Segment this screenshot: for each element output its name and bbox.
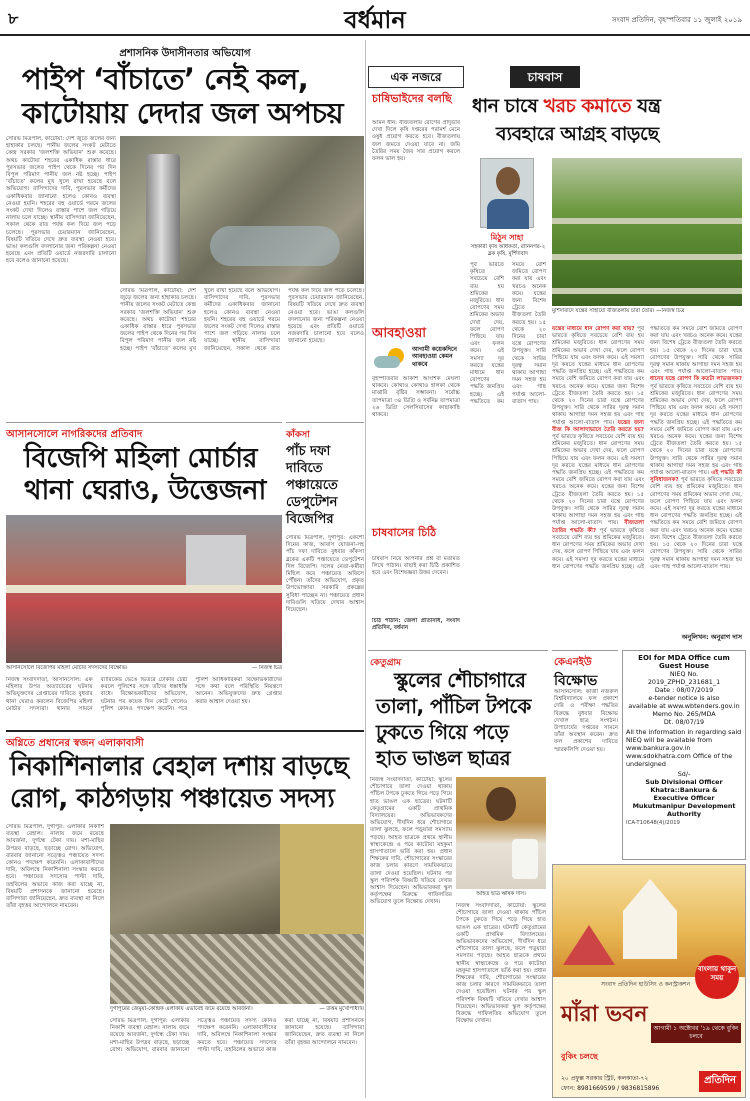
masthead (0, 0, 750, 36)
location-label: কেএনইউ (554, 657, 592, 668)
ek-nojore-column (368, 66, 464, 646)
weather-icon (374, 348, 408, 370)
ek-nojore-badge: এক নজরে (368, 66, 464, 88)
photo-protest (6, 515, 282, 663)
student-caption: আহত ছাত্র ঋষিক দাস। (476, 891, 526, 897)
page-number: ৮ (8, 9, 19, 28)
chashbash-badge: চাষবাস (510, 66, 580, 88)
story-body: আসানসোল: কাজী নজরুল বিশ্ববিদ্যালয়ে ফল প্রকাশে দেরি ও পরীক্ষা পদ্ধতির বিরুদ্ধে বুধবার বিক্ষোভ দেখাল ছাত্র সংগঠন। উপাচার্যের দপ্তরের সামনে তাঁরা অবস্থান করেন। দ্রুত ফল প্রকাশের দাবিতে স্মারকলিপি দেওয়া হয়। (554, 689, 618, 753)
location-label: কাঁকসা (286, 430, 310, 440)
photo-seedling-trays (552, 158, 742, 306)
ad-title: মাঁরা ভবন (561, 1002, 648, 1027)
drain-caption: দুর্গাপুরের জেমুয়া-কেন্দ্রিক এলাকায় এভাবেই জমে রয়েছে আবর্জনা। — উত্তম মুখোপাধ্যায় (110, 1006, 364, 1012)
chashbash-byline: অনুলিখন: অনুরাগ দাস (681, 633, 742, 641)
chashbash-body-left: পূর্ব ভারতে কৃষিতে সবচেয়ে বেশি ব্যয় হয় শ্রমিকের মজুরিতে। ধান রোপণের সময় শ্রমিকের অভাব দেখা দেয়, ফলে রোপণ পিছিয়ে যায় এবং ফলন কমে। এই সমস্যা দূর করতে যন্ত্রের মাধ্যমে ধান রোপণের পদ্ধতি জনপ্রিয় হচ্ছে। এই পদ্ধতিতে কম সময়ে বেশি জমিতে রোপণ করা যায় এবং খরচও অনেক কমে। যন্ত্রের জন্য বিশেষ ট্রেতে বীজতলা তৈরি করতে হয়। ১৫ থেকে ২০ দিনের চারা যন্ত্রে রোপণের উপযুক্ত। সারি থেকে সারির দূরত্ব সমান থাকায় আগাছা দমন সহজ হয় এবং গাছ পর্যাপ্ত আলো-বাতাস পায়। (470, 262, 546, 405)
story-body-bottom: সৌরভ মিত্রপাল, দুর্গাপুর: এলাকার নিকাশি ব্যবস্থা বেহাল। নালায় জমে রয়েছে আবর্জনা, দুর্গন্ধে টেকা দায়। মশা-মাছির উপদ্রব বাড়ছে, ছড়াচ্ছে রোগ। অভিযোগ, বারবার জানানো সত্ত্বেও পঞ্চায়েত সদস্য কোনও পদক্ষেপ করেননি। এলাকাবাসীদের দাবি, অবিলম্বে নিকাশিনালা সংস্কার করতে হবে। পঞ্চায়েত সদস্যের পাল্টা দাবি, তহবিলের অভাবে কাজ করা যাচ্ছে না, বিষয়টি প্রশাসনকে জানানো হয়েছে। বাসিন্দারা জানিয়েছেন, দ্রুত ব্যবস্থা না নিলে তাঁরা বৃহত্তর আন্দোলনে নামবেন। (110, 1018, 364, 1053)
question-5: এই পদ্ধতি কী সুবিধাজনক? (650, 470, 742, 484)
author-name: মিঠুন সাহা (490, 233, 524, 242)
water-pool (210, 226, 340, 266)
story-kicker: অগ্নিতে প্রধানের স্বজন এলাকাবাসী (6, 738, 144, 749)
story-body-left: সৌরভ মিত্রপাল, কাটোয়া: দেশ জুড়ে জলের জন্য হাহাকার চলছে। পানীয় জলের সংকট মেটাতে কেন্দ্র সরকার ‘জলশক্তি অভিযান’ শুরু করেছে। অথচ কাটোয়া শহরের একাধিক রাস্তার ধারে পুরসভার জলের পাইপ থেকে দিনের পর দিন বিপুল পরিমাণ পানীয় জল নষ্ট হচ্ছে। পাইপ ‘বাঁচাতে’ কলের মুখ খুলে রাখা হয়েছে বলে অভিযোগ। বাসিন্দাদের দাবি, পুরসভার কর্মীদের একাধিকবার জানানো হলেও কোনও ব্যবস্থা নেওয়া হয়নি। শহরের বহু ওয়ার্ডে গরমে জলের সংকট দেখা দিলেও রাস্তার পাশে জল গড়িয়ে নালায় চলে যাচ্ছে। স্থানীয় বাসিন্দারা জানিয়েছেন, সকাল থেকে রাত পর্যন্ত কল দিয়ে জল পড়ে চলেছে। পুরসভার চেয়ারম্যান জানিয়েছেন, বিষয়টি খতিয়ে দেখে দ্রুত ব্যবস্থা নেওয়া হবে। ভাঙা কলগুলি বদলানোর জন্য পরিকল্পনা নেওয়া হয়েছে এবং প্রতিটি ওয়ার্ডে নজরদারি চালানো হবে বলেও জানানো হয়েছে। (6, 136, 116, 265)
weather-note: আগামী কয়েকদিনে আবহাওয়া কেমন থাকবে (412, 346, 458, 368)
column-divider (365, 40, 366, 1098)
ad-phones: ফোন: 8981669599 / 9836815896 (561, 1085, 660, 1092)
tender-ad: EOI for MDA Office cum Guest House NIEQ No. 2019_ZPHD_231681_1 Date : 08/07/2019 e-tender notice is also available at www.wbtenders.gov.in Memo No. 265/MDA Dt. 08/07/19 All the information in regarding said NIEQ will be available from www.bankura.gov.in www.sdokhatra.com Office of the undersigned Sd/- Sub Divisional Officer Khatra::Bankura & Executive Officer Mukutmanipur Development Authority ICA-T10648(4)/2019 (622, 650, 746, 860)
story-kicker: আসানসোলে নাগরিকদের প্রতিবাদ (6, 429, 143, 440)
author-photo (480, 158, 534, 228)
story-kanksa (286, 422, 364, 726)
story-drainage (6, 730, 364, 1098)
seedling-caption: মুর্শিদাবাদে যন্ত্রের সাহায্যে বীজতলায় চারা তৈরি। —নিজস্ব চিত্র (552, 308, 685, 314)
edition-date: সংবাদ প্রতিদিন, বৃহস্পতিবার ১১ জুলাই ২০১৯ (612, 16, 742, 24)
story-body: নিজস্ব সংবাদদাতা, আসানসোল: এক মহিলার উপর অত্যাচারের ঘটনায় অভিযুক্তদের গ্রেপ্তারের দাবিতে বুধবার থানা ঘেরাও করলেন বিজেপির মহিলা মোর্চার সদস্যরা। থানার সামনে ব্যারিকেড ভেঙে ভিতরে ঢোকার চেষ্টা করলে পুলিশের সঙ্গে তাঁদের ধস্তাধস্তি বাধে। বিক্ষোভকারীদের অভিযোগ, ঘটনার পর কয়েক দিন কেটে গেলেও পুলিশ কোনও পদক্ষেপ করেনি। পরে পুলিশ আধিকারিকরা বিক্ষোভকারীদের সঙ্গে কথা বলে পরিস্থিতি নিয়ন্ত্রণে আনেন। অভিযুক্তদের দ্রুত গ্রেপ্তার করার আশ্বাস দেওয়া হয়। (6, 677, 282, 712)
photo-injured-student (456, 777, 546, 889)
location-label: কেতুগ্রাম (370, 658, 402, 668)
story-knu (552, 650, 618, 860)
headline: বিক্ষোভ (554, 673, 598, 689)
headline-line-1: নিকাশিনালার বেহাল দশায় বাড়ছে (10, 752, 349, 782)
ad-brand-logo: প্রতিদিন (699, 1071, 741, 1092)
farmers-advice: আমন ধান: বীজতলায় রোগের প্রাদুর্ভাব দেখা দিলে কৃষি দপ্তরের পরামর্শ মেনে ওষুধ প্রয়োগ করতে হবে। বীজতলায় জল জমতে দেওয়া যাবে না। জমি তৈরির সময় জৈব সার প্রয়োগ করলে ফলন ভাল হয়। (372, 120, 460, 163)
question-1: যন্ত্রের মাধ্যমে ধান রোপণ করা যায়? (552, 326, 635, 332)
headline-line-3: ঢুকতে গিয়ে পড়ে (376, 720, 509, 744)
story-kicker: প্রশাসনিক উদাসীনতার অভিযোগ (119, 48, 251, 59)
chashbash-section (466, 66, 746, 646)
letter-body: চাষবাস নিয়ে আপনার প্রশ্ন বা মতামত লিখে পাঠান। বাছাই করা চিঠি প্রকাশিত হবে এবং বিশেষজ্ঞরা উত্তর দেবেন। (372, 556, 460, 577)
tender-title: EOI for MDA Office cum Guest House (638, 654, 730, 670)
ad-address: ২০ প্রফুল্ল সরকার স্ট্রিট, কলকাতা-৭২ (561, 1075, 649, 1082)
chashbash-qa: যন্ত্রের মাধ্যমে ধান রোপণ করা যায়? পূর্ব ভারতে কৃষিতে সবচেয়ে বেশি ব্যয় হয় শ্রমিকের মজুরিতে। ধান রোপণের সময় শ্রমিকের অভাব দেখা দেয়, ফলে রোপণ পিছিয়ে যায় এবং ফলন কমে। এই সমস্যা দূর করতে যন্ত্রের মাধ্যমে ধান রোপণের পদ্ধতি জনপ্রিয় হচ্ছে। এই পদ্ধতিতে কম সময়ে বেশি জমিতে রোপণ করা যায় এবং খরচও অনেক কমে। যন্ত্রের জন্য বিশেষ ট্রেতে বীজতলা তৈরি করতে হয়। ১৫ থেকে ২০ দিনের চারা যন্ত্রে রোপণের উপযুক্ত। সারি থেকে সারির দূরত্ব সমান থাকায় আগাছা দমন সহজ হয় এবং গাছ পর্যাপ্ত আলো-বাতাস পায়। যন্ত্রের জন্য বীজ কি আলাদাভাবে তৈরি করতে হয়? পূর্ব ভারতে কৃষিতে সবচেয়ে বেশি ব্যয় হয় শ্রমিকের মজুরিতে। ধান রোপণের সময় শ্রমিকের অভাব দেখা দেয়, ফলে রোপণ পিছিয়ে যায় এবং ফলন কমে। এই সমস্যা দূর করতে যন্ত্রের মাধ্যমে ধান রোপণের পদ্ধতি জনপ্রিয় হচ্ছে। এই পদ্ধতিতে কম সময়ে বেশি জমিতে রোপণ করা যায় এবং খরচও অনেক কমে। যন্ত্রের জন্য বিশেষ ট্রেতে বীজতলা তৈরি করতে হয়। ১৫ থেকে ২০ দিনের চারা যন্ত্রে রোপণের উপযুক্ত। সারি থেকে সারির দূরত্ব সমান থাকায় আগাছা দমন সহজ হয় এবং গাছ পর্যাপ্ত আলো-বাতাস পায়। বীজতলা তৈরির পদ্ধতি কী? পূর্ব ভারতে কৃষিতে সবচেয়ে বেশি ব্যয় হয় শ্রমিকের মজুরিতে। ধান রোপণের সময় শ্রমিকের অভাব দেখা দেয়, ফলে রোপণ পিছিয়ে যায় এবং ফলন কমে। এই সমস্যা দূর করতে যন্ত্রের মাধ্যমে ধান রোপণের পদ্ধতি জনপ্রিয় হচ্ছে। এই পদ্ধতিতে কম সময়ে বেশি জমিতে রোপণ করা যায় এবং খরচও অনেক কমে। যন্ত্রের জন্য বিশেষ ট্রেতে বীজতলা তৈরি করতে হয়। ১৫ থেকে ২০ দিনের চারা যন্ত্রে রোপণের উপযুক্ত। সারি থেকে সারির দূরত্ব সমান থাকায় আগাছা দমন সহজ হয় এবং গাছ পর্যাপ্ত আলো-বাতাস পায়। ধানের যন্ত্রে রোপণ কি কতটা লাভজনক? পূর্ব ভারতে কৃষিতে সবচেয়ে বেশি ব্যয় হয় শ্রমিকের মজুরিতে। ধান রোপণের সময় শ্রমিকের অভাব দেখা দেয়, ফলে রোপণ পিছিয়ে যায় এবং ফলন কমে। এই সমস্যা দূর করতে যন্ত্রের মাধ্যমে ধান রোপণের পদ্ধতি জনপ্রিয় হচ্ছে। এই পদ্ধতিতে কম সময়ে বেশি জমিতে রোপণ করা যায় এবং খরচও অনেক কমে। যন্ত্রের জন্য বিশেষ ট্রেতে বীজতলা তৈরি করতে হয়। ১৫ থেকে ২০ দিনের চারা যন্ত্রে রোপণের উপযুক্ত। সারি থেকে সারির দূরত্ব সমান থাকায় আগাছা দমন সহজ হয় এবং গাছ পর্যাপ্ত আলো-বাতাস পায়। এই পদ্ধতি কী সুবিধাজনক? পূর্ব ভারতে কৃষিতে সবচেয়ে বেশি ব্যয় হয় শ্রমিকের মজুরিতে। ধান রোপণের সময় শ্রমিকের অভাব দেখা দেয়, ফলে রোপণ পিছিয়ে যায় এবং ফলন কমে। এই সমস্যা দূর করতে যন্ত্রের মাধ্যমে ধান রোপণের পদ্ধতি জনপ্রিয় হচ্ছে। এই পদ্ধতিতে কম সময়ে বেশি জমিতে রোপণ করা যায় এবং খরচও অনেক কমে। যন্ত্রের জন্য বিশেষ ট্রেতে বীজতলা তৈরি করতে হয়। ১৫ থেকে ২০ দিনের চারা যন্ত্রে রোপণের উপযুক্ত। সারি থেকে সারির দূরত্ব সমান থাকায় আগাছা দমন সহজ হয় এবং গাছ পর্যাপ্ত আলো-বাতাস পায়। (552, 326, 742, 570)
farmers-tag: চাষিভাইদের বলছি (372, 92, 452, 105)
protest-caption: আসানসোলে বিজেপির মহিলা মোর্চার সদস্যদের বিক্ষোভ। — নিজস্ব চিত্র (6, 665, 282, 671)
headline-line-1: পাইপ ‘বাঁচাতে’ নেই কল, (22, 62, 309, 96)
ad-date-box: আগামী ১ অক্টোবর '১৯ থেকে বুকিং চলবে (651, 1023, 741, 1043)
story-ketugram (368, 650, 548, 1098)
question-4: ধানের যন্ত্রে রোপণ কি কতটা লাভজনক? (650, 376, 742, 383)
story-body-left: সৌরভ মিত্রপাল, দুর্গাপুর: এলাকার নিকাশি ব্যবস্থা বেহাল। নালায় জমে রয়েছে আবর্জনা, দুর্গন্ধে টেকা দায়। মশা-মাছির উপদ্রব বাড়ছে, ছড়াচ্ছে রোগ। অভিযোগ, বারবার জানানো সত্ত্বেও পঞ্চায়েত সদস্য কোনও পদক্ষেপ করেননি। এলাকাবাসীদের দাবি, অবিলম্বে নিকাশিনালা সংস্কার করতে হবে। পঞ্চায়েত সদস্যের পাল্টা দাবি, তহবিলের অভাবে কাজ করা যাচ্ছে না, বিষয়টি প্রশাসনকে জানানো হয়েছে। বাসিন্দারা জানিয়েছেন, দ্রুত ব্যবস্থা না নিলে তাঁরা বৃহত্তর আন্দোলনে নামবেন। (6, 824, 104, 910)
letter-address: চিঠি পাঠান: জেলা প্রতিনিধি, সংবাদ প্রতিদিন, বর্ধমান (372, 618, 460, 632)
headline-line-1: স্কুলের শৌচাগারে (394, 668, 526, 692)
headline-line-1: বিজেপি মহিলা মোর্চার (24, 443, 257, 474)
headline-line-2: থানা ঘেরাও, উত্তেজনা (24, 475, 266, 506)
ad-tagline: বাংলায় থাকুন সময় (695, 955, 739, 999)
headline-line-2: তালা, পাঁচিল টপকে (376, 694, 531, 718)
story-body-right: নিজস্ব সংবাদদাতা, কাটোয়া: স্কুলের শৌচাগারে তালা দেওয়া থাকায় পাঁচিল টপকে ঢুকতে গিয়ে পড়ে গিয়ে হাত ভাঙল এক ছাত্রের। ঘটনাটি কেতুগ্রামের একটি প্রাথমিক বিদ্যালয়ের। অভিভাবকদের অভিযোগ, দীর্ঘদিন ধরে শৌচাগারে তালা ঝুলছে, ফলে পড়ুয়ারা সমস্যায় পড়ছে। আহত ছাত্রকে প্রথমে স্থানীয় স্বাস্থ্যকেন্দ্রে ও পরে কাটোয়া মহকুমা হাসপাতালে ভর্তি করা হয়। প্রধান শিক্ষকের দাবি, শৌচাগারের সংস্কারের কাজ চলার কারণে সাময়িকভাবে তালা দেওয়া হয়েছিল। ঘটনার পর স্কুল পরিদর্শক বিষয়টি খতিয়ে দেখার আশ্বাস দিয়েছেন। অভিভাবকরা স্কুল কর্তৃপক্ষের বিরুদ্ধে গাফিলতির অভিযোগ তুলে বিক্ষোভ দেখান। (456, 903, 546, 1025)
story-body-left: নিজস্ব সংবাদদাতা, কাটোয়া: স্কুলের শৌচাগারে তালা দেওয়া থাকায় পাঁচিল টপকে ঢুকতে গিয়ে পড়ে গিয়ে হাত ভাঙল এক ছাত্রের। ঘটনাটি কেতুগ্রামের একটি প্রাথমিক বিদ্যালয়ের। অভিভাবকদের অভিযোগ, দীর্ঘদিন ধরে শৌচাগারে তালা ঝুলছে, ফলে পড়ুয়ারা সমস্যায় পড়ছে। আহত ছাত্রকে প্রথমে স্থানীয় স্বাস্থ্যকেন্দ্রে ও পরে কাটোয়া মহকুমা হাসপাতালে ভর্তি করা হয়। প্রধান শিক্ষকের দাবি, শৌচাগারের সংস্কারের কাজ চলার কারণে সাময়িকভাবে তালা দেওয়া হয়েছিল। ঘটনার পর স্কুল পরিদর্শক বিষয়টি খতিয়ে দেখার আশ্বাস দিয়েছেন। অভিভাবকরা স্কুল কর্তৃপক্ষের বিরুদ্ধে গাফিলতির অভিযোগ তুলে বিক্ষোভ দেখান। (370, 777, 452, 906)
headline: পাঁচ দফা দাবিতে পঞ্চায়েতে ডেপুটেশন বিজেপির (286, 444, 338, 527)
headline-line-4: হাত ভাঙল ছাত্রর (376, 746, 511, 770)
question-3: বীজতলা তৈরির পদ্ধতি কী? (552, 520, 645, 534)
chashbash-headline-2: ব্যবহারে আগ্রহ বাড়ছে (496, 123, 659, 145)
ad-offer: বুকিং চলছে (561, 1052, 598, 1061)
story-body: সৌরভ মিত্রপাল, দুর্গাপুর: একশো দিনের কাজ, আবাস যোজনা-সহ পাঁচ দফা দাবিতে বুধবার কাঁকসা ব্লকের একটি পঞ্চায়েতে ডেপুটেশন দিল বিজেপি। দলের নেতা-কর্মীরা মিছিল করে পঞ্চায়েত অফিসে পৌঁছন। তাঁদের অভিযোগ, প্রকৃত উপভোক্তারা সরকারি প্রকল্পের সুবিধা পাচ্ছেন না। পঞ্চায়েত প্রধান দাবিগুলি খতিয়ে দেখার আশ্বাস দিয়েছেন। (286, 535, 364, 614)
letter-heading: চাষবাসের চিঠি (372, 526, 437, 539)
ad-subtitle: সংবাদ প্রতিদিন হাউসিং ও কনস্ট্রাকশন (601, 981, 691, 988)
story-katwa (6, 40, 364, 418)
section-title: বর্ধমান (344, 5, 406, 34)
question-2: যন্ত্রের জন্য বীজ কি আলাদাভাবে তৈরি করতে হয়? (552, 419, 645, 433)
photo-water-pipe (120, 136, 364, 284)
weather-body: বৃহস্পতিবার আকাশ আংশিক মেঘলা থাকবে। কোথাও কোথাও হালকা থেকে মাঝারি বৃষ্টির সম্ভাবনা। সর্বোচ্চ তাপমাত্রা ৩৪ ডিগ্রি ও সর্বনিম্ন তাপমাত্রা ২৬ ডিগ্রি সেলসিয়াসের কাছাকাছি থাকবে। (372, 376, 460, 419)
headline-line-2: কাটোয়ায় দেদার জল অপচয় (22, 96, 344, 130)
story-body-bottom: সৌরভ মিত্রপাল, কাটোয়া: দেশ জুড়ে জলের জন্য হাহাকার চলছে। পানীয় জলের সংকট মেটাতে কেন্দ্র সরকার ‘জলশক্তি অভিযান’ শুরু করেছে। অথচ কাটোয়া শহরের একাধিক রাস্তার ধারে পুরসভার জলের পাইপ থেকে দিনের পর দিন বিপুল পরিমাণ পানীয় জল নষ্ট হচ্ছে। পাইপ ‘বাঁচাতে’ কলের মুখ খুলে রাখা হয়েছে বলে অভিযোগ। বাসিন্দাদের দাবি, পুরসভার কর্মীদের একাধিকবার জানানো হলেও কোনও ব্যবস্থা নেওয়া হয়নি। শহরের বহু ওয়ার্ডে গরমে জলের সংকট দেখা দিলেও রাস্তার পাশে জল গড়িয়ে নালায় চলে যাচ্ছে। স্থানীয় বাসিন্দারা জানিয়েছেন, সকাল থেকে রাত পর্যন্ত কল দিয়ে জল পড়ে চলেছে। পুরসভার চেয়ারম্যান জানিয়েছেন, বিষয়টি খতিয়ে দেখে দ্রুত ব্যবস্থা নেওয়া হবে। ভাঙা কলগুলি বদলানোর জন্য পরিকল্পনা নেওয়া হয়েছে এবং প্রতিটি ওয়ার্ডে নজরদারি চালানো হবে বলেও জানানো হয়েছে। (120, 288, 364, 352)
real-estate-ad (552, 864, 746, 1098)
story-asansol (6, 422, 282, 726)
photo-drain (110, 824, 364, 1004)
weather-heading: আবহাওয়া (372, 326, 426, 341)
author-role: সহকারী কৃষি অধিকর্তা, রানিনগর-২ ব্লক কৃষি, মুর্শিদাবাদ (470, 244, 546, 257)
headline-line-2: রোগ, কাঠগড়ায় পঞ্চায়েত সদস্য (10, 784, 335, 814)
pipe-pillar (146, 154, 180, 274)
chashbash-headline-1: ধান চাষে খরচ কমাতে যন্ত্র (472, 95, 661, 117)
